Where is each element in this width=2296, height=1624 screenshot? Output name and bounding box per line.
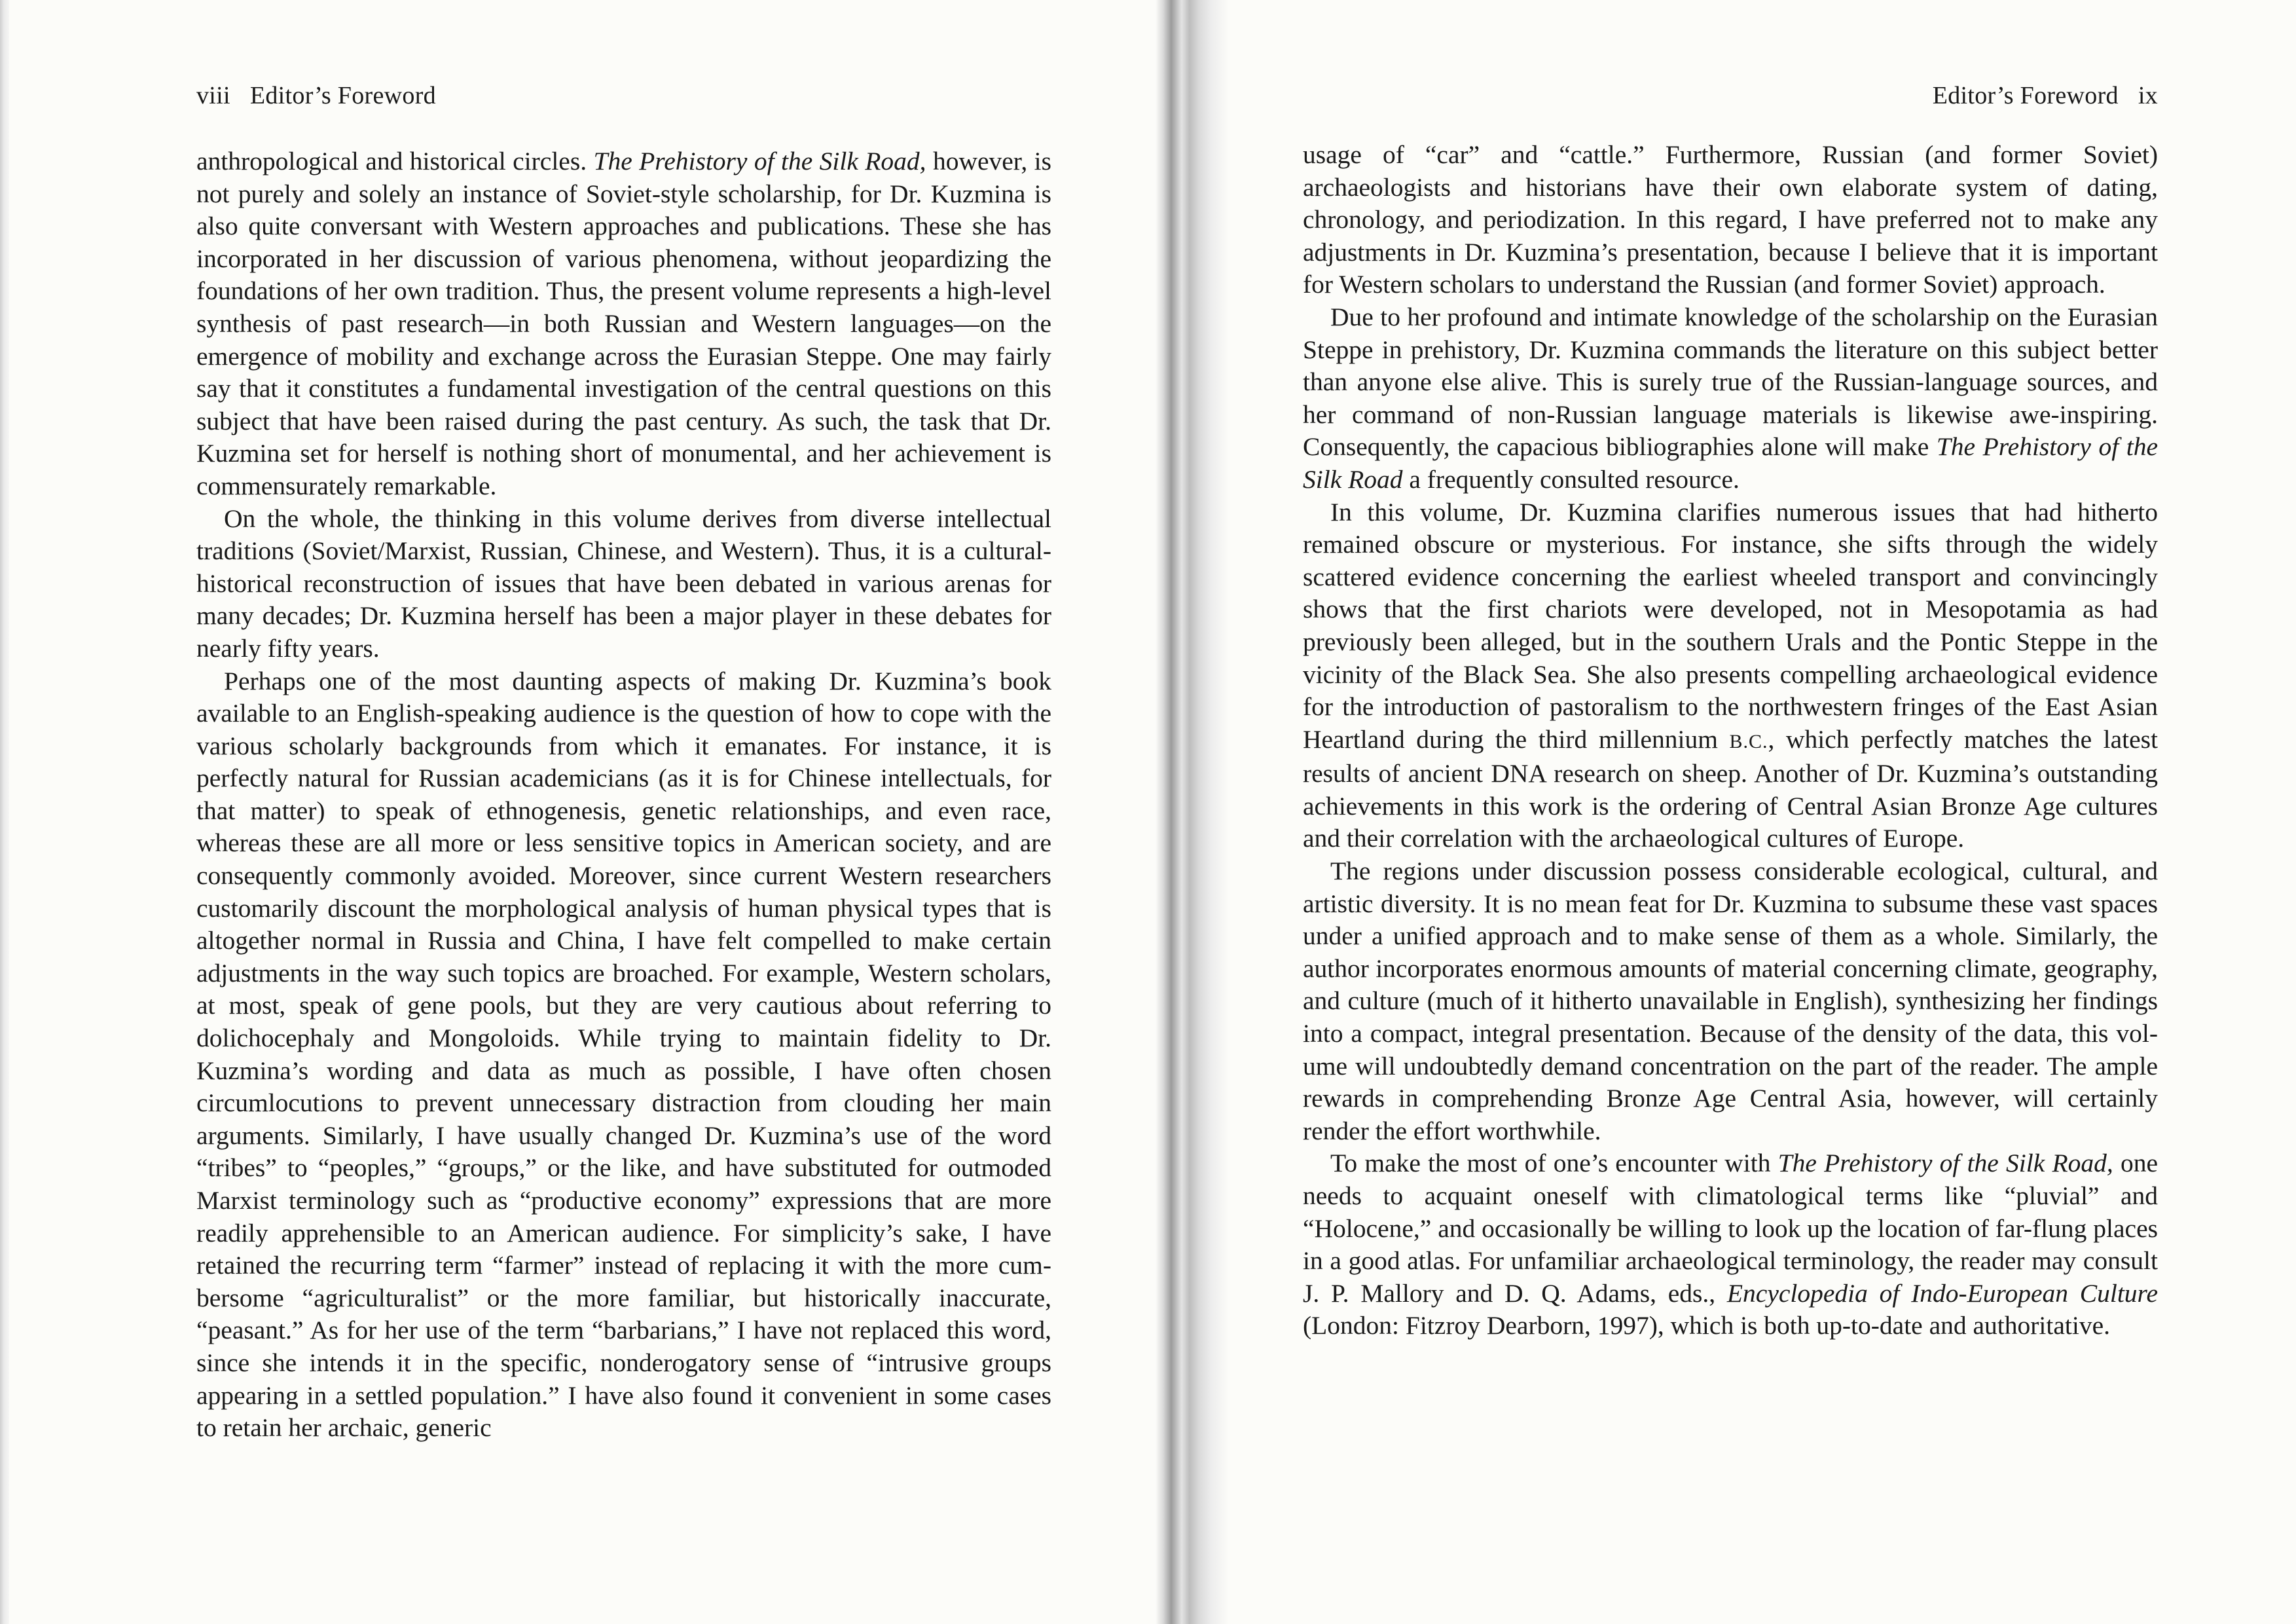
paragraph (196, 503, 1051, 665)
italic-title: Encyclopedia of Indo-European Culture (1726, 1278, 2158, 1308)
text-run: In this volume, Dr. Kuzmina clarifies numerous issues that had hitherto remained obscure or mysterious. For instance, she sifts through the widely scattered evidence concerning the earliest wheeled transport and convincingly shows that the first chariots were developed, not in Mesopotamia as had previously been alleged, but in the southern Urals and the Pontic Steppe in the vicinity of the Black Sea. She also presents compelling archaeological evidence for the introduction of pastoralism to the northwestern fringes of the East Asian Heartland during the third millennium (1303, 497, 2158, 754)
paragraph (1303, 1147, 2158, 1342)
text-run: a frequently consulted resource. (1402, 464, 1740, 494)
text-run: , which perfectly matches the latest results of ancient DNA research on sheep. Another of Dr. Kuzmina’s outstanding achievements in this work is the ordering of Central Asian Bronze Age cultures and their correlation with the archaeological cultures of Europe. (1303, 724, 2159, 853)
text-run: usage of “car” and “cattle.” Furthermore, Russian (and former Soviet) archaeologists and historians have their own elaborate system of dating, chronology, and periodization. In this regard, I have preferred not to make any adjustments in Dr. Kuzmina’s presentation, because I believe that it is important for Western scholars to understand the Russian (and former Soviet) approach. (1303, 140, 2158, 299)
text-run: On the whole, the thinking in this volume derives from diverse intellectual traditions (Soviet/Marxist, Russian, Chinese, and Western). Thus, it is a cultural-historical reconstruction of issues that have been debated in various arenas for many decades; Dr. Kuzmina herself has been a major player in these debates for nearly fifty years. (196, 504, 1051, 663)
paragraph (1303, 855, 2158, 1147)
small-caps-text: B.C. (1729, 730, 1768, 752)
running-head-right (1933, 80, 2158, 111)
page-number: viii (196, 82, 230, 109)
text-run: one needs to acquaint oneself with climatological terms like “pluvial” and “Holocene,” and occasionally be willing to look up the location of far-flung places in a good atlas. For unfamiliar archaeological terminology, the reader may consult J. P. Mallory and D. Q. Adams, eds., (1303, 1149, 2158, 1308)
text-run: anthropological and historical circles. (196, 147, 594, 175)
text-run: To make the most of one’s encounter with (1330, 1149, 1778, 1178)
italic-title: The Prehistory of the Silk Road, (1777, 1149, 2113, 1178)
paragraph (1303, 496, 2158, 856)
running-head-left (196, 80, 436, 111)
text-run: (London: Fitzroy Dearborn, 1997), which is both up-to-date and authoritative. (1303, 1311, 2110, 1340)
text-run: Due to her profound and intimate knowledge of the scholarship on the Eurasian Steppe in prehistory, Dr. Kuzmina commands the literature on this subject better than anyone else alive. This is surely true of the Russian-language sources, and her command of non-Russian language materials is likewise awe-inspiring. Consequently, the capacious bibliographies alone will make (1303, 302, 2158, 462)
running-head-title: Editor’s Foreword (1932, 82, 2119, 109)
book-gutter (1156, 0, 1228, 1624)
body-text (196, 145, 1051, 1445)
paragraph (1303, 139, 2158, 301)
italic-title: The Prehistory of the Silk Road, (593, 147, 926, 175)
paragraph (196, 145, 1051, 503)
text-run: The regions under discussion possess considerable ecological, cultural, and artistic diversity. It is no mean feat for Dr. Kuzmina to subsume these vast spaces under a unified approach and to make sense of them as a whole. Similarly, the author incorporates enormous amounts of material concerning climate, geography, and culture (much of it hitherto unavailable in English), synthesizing her findings into a compact, integral presentation. Because of the density of the data, this volume will undoubtedly demand concentration on the part of the reader. The ample rewards in comprehending Bronze Age Central Asia, however, will certainly render the effort worthwhile. (1303, 857, 2158, 1145)
italic-title: The Prehistory of the Silk Road (1303, 432, 2158, 494)
paragraph (196, 665, 1051, 1445)
page-number: ix (2138, 82, 2158, 109)
paragraph (1303, 301, 2158, 496)
page-edge-shadow (0, 0, 9, 1624)
left-page (196, 0, 1051, 1624)
right-page (1303, 0, 2158, 1624)
running-head-title: Editor’s Foreword (249, 82, 436, 109)
body-text (1303, 139, 2158, 1342)
text-run: Perhaps one of the most daunting aspects of making Dr. Kuzmina’s book available to an English-speaking audience is the question of how to cope with the various scholarly backgrounds from which it emanates. For instance, it is perfectly natural for Russian academicians (as it is for Chinese intellectuals, for that matter) to speak of ethnogenesis, genetic relationships, and even race, whereas these are all more or less sensitive topics in American society, and are consequently commonly avoided. Moreover, since current Western researchers customarily discount the morphological analysis of human physical types that is altogether normal in Russia and China, I have felt compelled to make certain adjustments in the way such topics are broached. For example, Western scholars, at most, speak of gene pools, but they are very cautious about referring to dolichocephaly and Mongoloids. While trying to maintain fidelity to Dr. Kuzmina’s wording and data as much as possible, I have often chosen circumlocutions to prevent unnecessary distraction from clouding her main arguments. Similarly, I have usually changed Dr. Kuzmina’s use of the word “tribes” to “peoples,” “groups,” or the like, and have substituted for outmoded Marxist terminology such as “productive economy” expressions that are more readily apprehensible to an American audience. For simplicity’s sake, I have retained the recurring term “farmer” instead of replacing it with the more cumbersome “agriculturalist” or the more familiar, but historically inaccurate, “peasant.” As for her use of the term “barbarians,” I have not replaced this word, since she intends it in the specific, nonderogatory sense of “intrusive groups appearing in a settled population.” I have also found it convenient in some cases to retain her archaic, generic (196, 666, 1051, 1443)
text-run: however, is not purely and solely an instance of Soviet-style scholarship, for Dr. Kuzmina is also quite conversant with Western approaches and publications. These she has incorporated in her discussion of various phenomena, without jeopardizing the foundations of her own tradition. Thus, the present volume represents a high-level synthesis of past research—in both Russian and Western languages—on the emergence of mobility and exchange across the Eurasian Steppe. One may fairly say that it constitutes a fundamental investigation of the central questions on this subject that have been raised during the past century. As such, the task that Dr. Kuzmina set for herself is nothing short of monumental, and her achievement is commensurately remarkable. (196, 147, 1051, 500)
